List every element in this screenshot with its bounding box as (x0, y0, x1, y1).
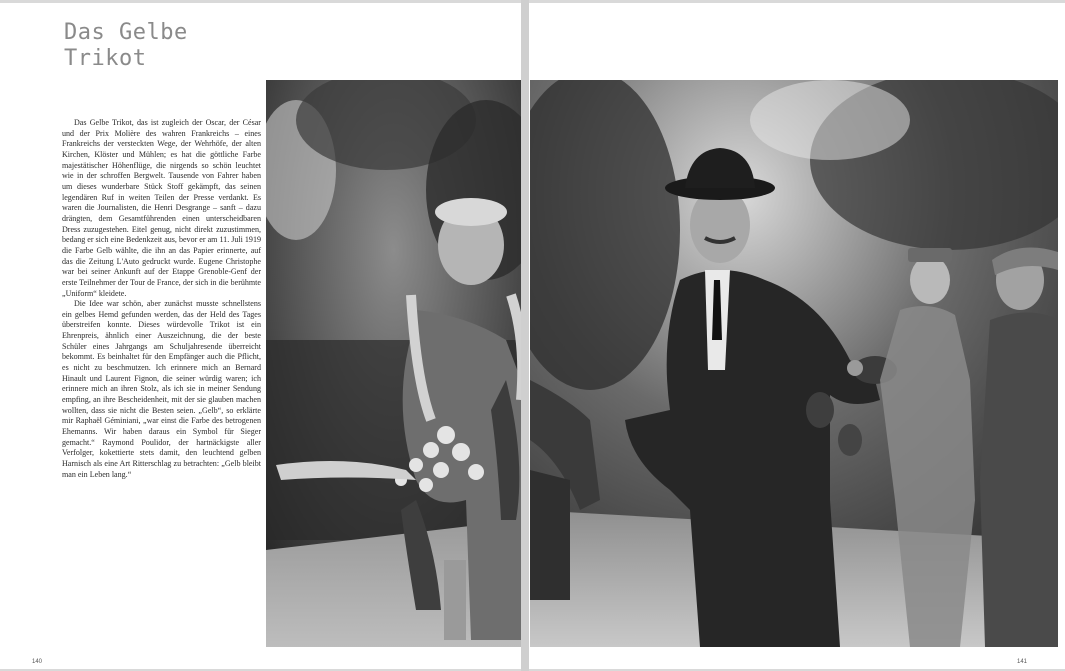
article-title (64, 20, 188, 72)
paragraph-1: Das Gelbe Trikot, das ist zugleich der Oscar, der César und der Prix Molière des wahren Frankreichs – eines Frankreichs der versteckten Wege, der Wehrhöfe, der alten Kirchen, Klöster und Mühlen; es hat die göttliche Farbe majestätischer Höhenflüge, die nirgends so schön leuchtet wie in der schroffen Bergwelt. Tausende von Fahrer haben um dieses wunderbare Stück Stoff gekämpft, das seinen legendären Ruf in weiten Teilen der Presse verdankt. Es waren die Journalisten, die Henri Desgrange – sanft – dazu drängten, dem Gesamtführenden einen unterscheidbaren Dress zuzugestehen. Eitel genug, nicht direkt zuzustimmen, bedang er sich eine Bedenkzeit aus, bevor er am 11. Juli 1919 die Farbe Gelb wählte, die ihn an das Papier erinnerte, auf das die Zeitung L'Auto gedruckt wurde. Eugene Christophe war bei seiner Ankunft auf der Etappe Grenoble-Genf der erste Teilnehmer der Tour de France, der sich in die berühmte „Uniform“ kleidete. (62, 118, 261, 298)
article-body (62, 118, 261, 480)
title-line-2: Trikot (64, 46, 147, 71)
cyclist-photo-image (266, 80, 521, 647)
page-number-left: 140 (32, 659, 43, 665)
photo-cyclist (266, 80, 521, 647)
page-number-right: 141 (1016, 659, 1027, 665)
photo-official (530, 80, 1058, 647)
official-photo-image (530, 80, 1058, 647)
right-page (529, 3, 1065, 669)
left-page (0, 3, 521, 669)
paragraph-2: Die Idee war schön, aber zunächst musste schnellstens ein gelbes Hemd gefunden werden, das der Held des Tages überstreifen konnte. Dieses würdevolle Trikot ist ein Ehrenpreis, ähnlich einer Auszeichnung, die der beste Schüler eines Jahrgangs am Schuljahresende überreicht bekommt. Es beinhaltet für den Empfänger auch die Pflicht, es nicht zu beschmutzen. Ich erinnere mich an Bernard Hinault und Laurent Fignon, die seiner würdig waren; ich erinnere mich an ihren Stolz, als ich sie in meiner Sendung empfing, an ihre Bescheidenheit, mit der sie glauben machen wollten, dass sie nicht die Besten seien. „Gelb“, so erklärte mir Raphaël Géminiani, „war einst die Farbe des betrogenen Ehemanns. Wir haben daraus ein Symbol für Sieger gemacht.“ Raymond Poulidor, der hartnäckigste aller Verfolger, kokettierte stets damit, den leuchtend gelben Harnisch als eine Art Ritterschlag zu betrachten: „Gelb bleibt man ein Leben lang.“ (62, 299, 261, 479)
page-gutter (521, 0, 529, 671)
title-line-1: Das Gelbe (64, 20, 188, 45)
